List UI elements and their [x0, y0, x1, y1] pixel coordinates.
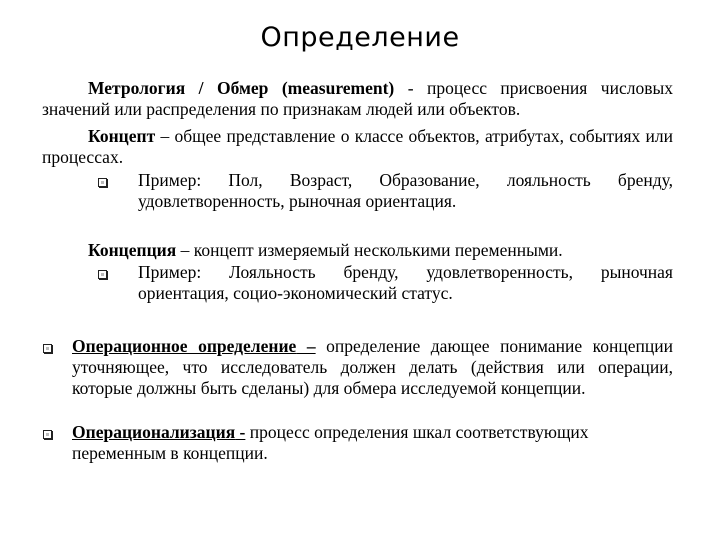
term-operational-definition: Операционное определение –: [72, 336, 316, 356]
definition-measurement: [42, 78, 673, 120]
concept-example: Пример: Пол, Возраст, Образование, лояльность бренду, удовлетворенность, рыночная ориентация.: [138, 170, 673, 211]
definition-measurement-text: - процесс присвоения числовых значений или распределения по признакам людей или объектов.: [42, 78, 673, 119]
term-operationalization: Операционализация -: [72, 422, 246, 442]
operationalization-text: процесс определения шкал соответствующих переменным в концепции.: [72, 422, 589, 463]
definition-conception-text: – концепт измеряемый несколькими переменными.: [176, 240, 563, 260]
definition-concept-text: – общее представление о классе объектов, атрибутах, событиях или процессах.: [42, 126, 673, 167]
term-measurement: Метрология / Обмер (measurement): [88, 78, 395, 98]
definition-concept: [42, 126, 673, 168]
page-title: Определение: [260, 22, 460, 53]
term-concept: Концепт: [88, 126, 156, 146]
bullet-square-icon: [43, 344, 52, 353]
operational-definition: [72, 336, 673, 399]
conception-example: Пример: Лояльность бренду, удовлетворенность, рыночная ориентация, социо-экономический статус.: [138, 262, 673, 303]
bullet-square-icon: [43, 430, 52, 439]
bullet-square-icon: [98, 178, 107, 187]
definition-conception: [88, 240, 673, 261]
bullet-square-icon: [98, 270, 107, 279]
operational-definition-text: определение дающее понимание концепции уточняющее, что исследователь должен делать (действия или операции, которые должны быть сделаны) для обмера исследуемой концепции.: [72, 336, 673, 398]
term-conception: Концепция: [88, 240, 177, 260]
operationalization: [72, 422, 673, 464]
